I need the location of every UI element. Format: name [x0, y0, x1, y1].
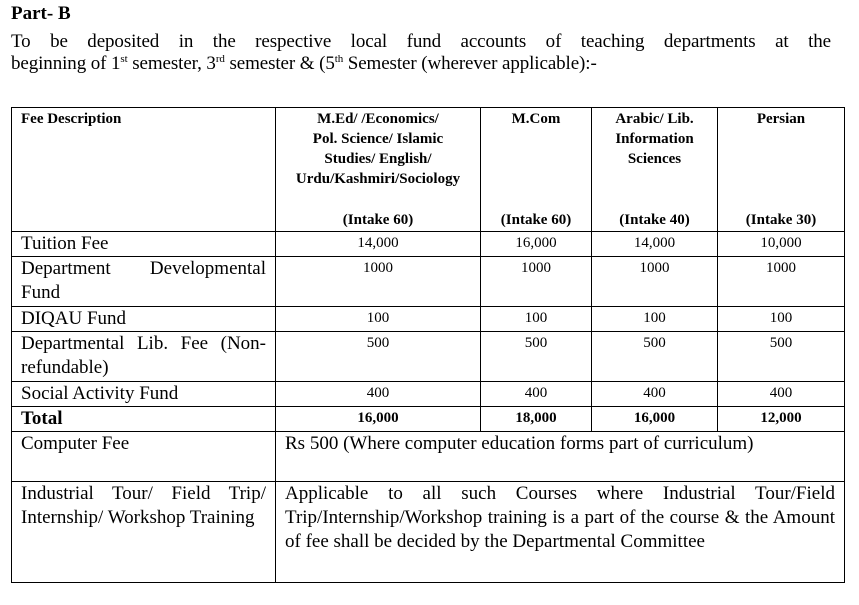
row-label: Departmental Lib. Fee (Non-refundable)	[12, 332, 276, 382]
cell-value: 400	[718, 382, 845, 407]
section-heading: Part- B	[11, 3, 71, 24]
total-value: 12,000	[718, 407, 845, 432]
intro-paragraph	[11, 31, 831, 75]
row-label: Industrial Tour/ Field Trip/ Internship/ Workshop Training	[12, 482, 276, 583]
industrial-tour-text: Applicable to all such Courses where Industrial Tour/Field Trip/Internship/Workshop training is a part of the course & the Amount of fee shall be decided by the Departmental Committee	[276, 482, 845, 583]
cell-value: 16,000	[481, 232, 592, 257]
header-fee-description: Fee Description	[12, 108, 276, 232]
intro-line-2: beginning of 1st semester, 3rd semester & (5th Semester (wherever applicable):-	[11, 53, 597, 74]
intake-label: (Intake 60)	[500, 212, 572, 228]
computer-fee-row	[12, 432, 845, 482]
table-row	[12, 382, 845, 407]
industrial-tour-row	[12, 482, 845, 583]
cell-value: 1000	[592, 257, 718, 307]
table-row	[12, 232, 845, 257]
row-label: Total	[12, 407, 276, 432]
row-label: Social Activity Fund	[12, 382, 276, 407]
cell-value: 500	[481, 332, 592, 382]
row-label: Computer Fee	[12, 432, 276, 482]
intake-label: (Intake 40)	[619, 212, 690, 228]
header-column-arabic: Arabic/ Lib. Information Sciences (Intake 40)	[592, 108, 718, 232]
total-row	[12, 407, 845, 432]
intake-label: (Intake 60)	[342, 212, 414, 228]
cell-value: 100	[592, 307, 718, 332]
cell-value: 1000	[481, 257, 592, 307]
row-label: DIQAU Fund	[12, 307, 276, 332]
cell-value: 400	[481, 382, 592, 407]
cell-value: 100	[718, 307, 845, 332]
cell-value: 14,000	[592, 232, 718, 257]
cell-value: 400	[592, 382, 718, 407]
row-label: Department Developmental Fund	[12, 257, 276, 307]
cell-value: 100	[481, 307, 592, 332]
cell-value: 1000	[276, 257, 481, 307]
cell-value: 14,000	[276, 232, 481, 257]
cell-value: 10,000	[718, 232, 845, 257]
header-column-med: M.Ed/ /Economics/ Pol. Science/ Islamic Studies/ English/ Urdu/Kashmiri/Sociology (Intake 60)	[276, 108, 481, 232]
table-row	[12, 257, 845, 307]
cell-value: 1000	[718, 257, 845, 307]
table-header-row	[12, 108, 845, 232]
header-column-persian: Persian (Intake 30)	[718, 108, 845, 232]
cell-value: 100	[276, 307, 481, 332]
total-value: 18,000	[481, 407, 592, 432]
intake-label: (Intake 30)	[745, 212, 817, 228]
cell-value: 500	[718, 332, 845, 382]
cell-value: 500	[592, 332, 718, 382]
total-value: 16,000	[592, 407, 718, 432]
fee-table	[11, 107, 845, 583]
row-label: Tuition Fee	[12, 232, 276, 257]
table-row	[12, 307, 845, 332]
total-value: 16,000	[276, 407, 481, 432]
header-column-mcom: M.Com (Intake 60)	[481, 108, 592, 232]
intro-line-1: To be deposited in the respective local fund accounts of teaching departments at the	[11, 31, 831, 52]
computer-fee-text: Rs 500 (Where computer education forms part of curriculum)	[276, 432, 845, 482]
table-row	[12, 332, 845, 382]
cell-value: 400	[276, 382, 481, 407]
cell-value: 500	[276, 332, 481, 382]
